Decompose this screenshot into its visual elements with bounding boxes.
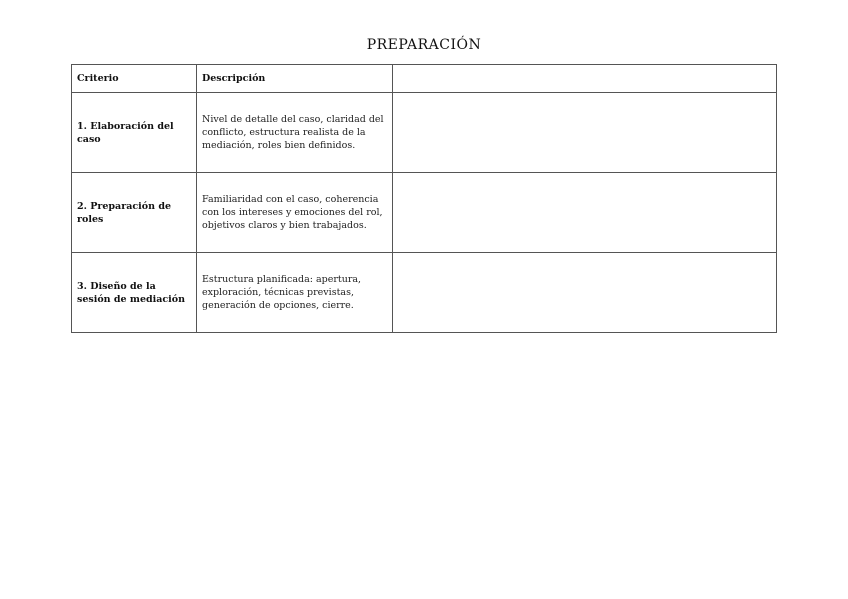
empty-cell bbox=[393, 93, 777, 173]
rubric-table bbox=[71, 64, 777, 333]
table-row bbox=[72, 93, 777, 173]
descripcion-cell: Nivel de detalle del caso, claridad del conflicto, estructura realista de la mediación, roles bien definidos. bbox=[197, 93, 393, 173]
descripcion-cell: Familiaridad con el caso, coherencia con los intereses y emociones del rol, objetivos claros y bien trabajados. bbox=[197, 173, 393, 253]
descripcion-cell: Estructura planificada: apertura, exploración, técnicas previstas, generación de opciones, cierre. bbox=[197, 253, 393, 333]
criterio-cell: 3. Diseño de la sesión de mediación bbox=[72, 253, 197, 333]
table-row bbox=[72, 173, 777, 253]
table-header-row bbox=[72, 65, 777, 93]
header-descripcion: Descripción bbox=[197, 65, 393, 93]
table-row bbox=[72, 253, 777, 333]
empty-cell bbox=[393, 253, 777, 333]
header-criterio: Criterio bbox=[72, 65, 197, 93]
criterio-cell: 1. Elaboración del caso bbox=[72, 93, 197, 173]
criterio-cell: 2. Preparación de roles bbox=[72, 173, 197, 253]
page-title: PREPARACIÓN bbox=[366, 37, 482, 53]
empty-cell bbox=[393, 173, 777, 253]
header-empty bbox=[393, 65, 777, 93]
